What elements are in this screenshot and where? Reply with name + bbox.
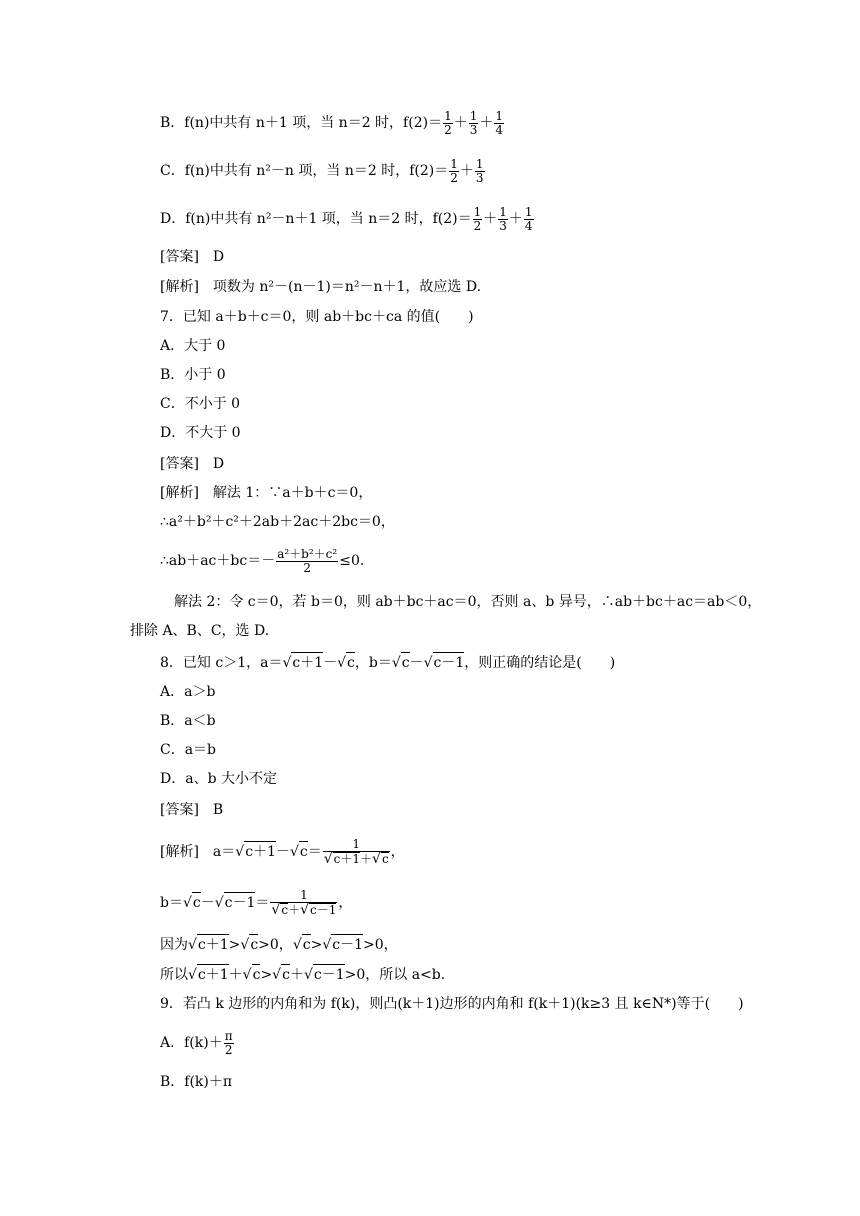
- question-9: 9．若凸 k 边形的内角和为 f(k)，则凸(k＋1)边形的内角和 f(k＋1)(k≥3 且 k∈N*)等于( ): [160, 996, 744, 1012]
- fraction: $\frac{1}{3}$: [475, 157, 484, 185]
- fraction: $\frac{1}{2}$: [444, 109, 452, 137]
- explanation-q8-line2: b＝√c－√c－1＝ $\frac{1}{√c+√c-1}$ ，: [160, 888, 353, 918]
- option-b-q6: B．f(n)中共有 n＋1 项，当 n＝2 时，f(2)＝ $\frac{1}{2}$ ＋ $\frac{1}{3}$ ＋ $\frac{1}{4}$: [160, 109, 503, 137]
- q8-option-c: C．a＝b: [160, 742, 217, 758]
- fraction: $\frac{1}{4}$: [495, 109, 503, 137]
- explanation-q7-line5: 排除 A、B、C，选 D.: [130, 623, 270, 639]
- question-8: 8．已知 c＞1，a＝√c＋1－√c，b＝√c－√c－1，则正确的结论是( ): [160, 652, 615, 673]
- explanation-q8-line1: [解析] a＝√c＋1－√c＝ $\frac{1}{√c+1+√c}$ ，: [160, 837, 405, 867]
- q9-option-b: B．f(k)＋π: [160, 1074, 233, 1090]
- q7-option-a: A．大于 0: [160, 338, 226, 354]
- option-b-text: B．f(n)中共有 n＋1 项，当 n＝2 时，f(2)＝: [160, 115, 443, 132]
- explanation-q7-line1: [解析] 解法 1：∵a＋b＋c＝0，: [160, 485, 373, 501]
- fraction: $\frac{\pi}{2}$: [224, 1029, 233, 1057]
- question-7: 7．已知 a＋b＋c＝0，则 ab＋bc＋ca 的值( ): [160, 309, 474, 325]
- q8-option-d: D．a、b 大小不定: [160, 771, 277, 787]
- option-d-text: D．f(n)中共有 n²－n＋1 项，当 n＝2 时，f(2)＝: [160, 211, 472, 228]
- explanation-q8-line4: 所以√c＋1＋√c>√c＋√c－1>0，所以 a<b.: [160, 964, 445, 985]
- option-c-text: C．f(n)中共有 n²－n 项，当 n＝2 时，f(2)＝: [160, 163, 449, 180]
- explanation-q7-line2: ∴a²＋b²＋c²＋2ab＋2ac＋2bc＝0，: [160, 514, 395, 530]
- answer-q8: [答案] B: [160, 802, 224, 818]
- q7-option-d: D．不大于 0: [160, 425, 241, 441]
- fraction: $\frac{\text{a²＋b²＋c²}}{2}$: [277, 547, 338, 575]
- fraction: $\frac{1}{2}$: [473, 205, 482, 233]
- fraction: $\frac{1}{3}$: [469, 109, 478, 137]
- option-d-q6: D．f(n)中共有 n²－n＋1 项，当 n＝2 时，f(2)＝ $\frac{1}{2}$ ＋ $\frac{1}{3}$ ＋ $\frac{1}{4}$: [160, 205, 533, 233]
- fraction: $\frac{1}{4}$: [524, 205, 533, 233]
- explanation-q8-line3: 因为√c＋1>√c>0，√c>√c－1>0，: [160, 934, 398, 955]
- q7-option-c: C．不小于 0: [160, 396, 241, 412]
- fraction: $\frac{1}{√c+1+√c}$: [323, 837, 389, 867]
- fraction: $\frac{1}{√c+√c-1}$: [271, 888, 337, 918]
- q8-option-a: A．a＞b: [160, 684, 216, 700]
- q7-option-b: B．小于 0: [160, 367, 226, 383]
- q8-option-b: B．a＜b: [160, 713, 216, 729]
- fraction: $\frac{1}{3}$: [499, 205, 507, 233]
- explanation-q7-line4: 解法 2：令 c＝0，若 b＝0，则 ab＋bc＋ac＝0，否则 a、b 异号，∴ab＋bc＋ac＝ab＜0，: [174, 594, 762, 610]
- q9-option-a: A．f(k)＋ $\frac{\pi}{2}$: [160, 1029, 233, 1057]
- answer-q6: [答案] D: [160, 249, 225, 265]
- explanation-q7-line3: ∴ab＋ac＋bc＝－ $\frac{\text{a²＋b²＋c²}}{2}$ ≤0.: [160, 547, 365, 575]
- option-c-q6: C．f(n)中共有 n²－n 项，当 n＝2 时，f(2)＝ $\frac{1}{2}$ ＋ $\frac{1}{3}$: [160, 157, 484, 185]
- explanation-q6: [解析] 项数为 n²－(n－1)＝n²－n＋1，故应选 D.: [160, 279, 482, 295]
- answer-q7: [答案] D: [160, 456, 225, 472]
- fraction: $\frac{1}{2}$: [450, 157, 458, 185]
